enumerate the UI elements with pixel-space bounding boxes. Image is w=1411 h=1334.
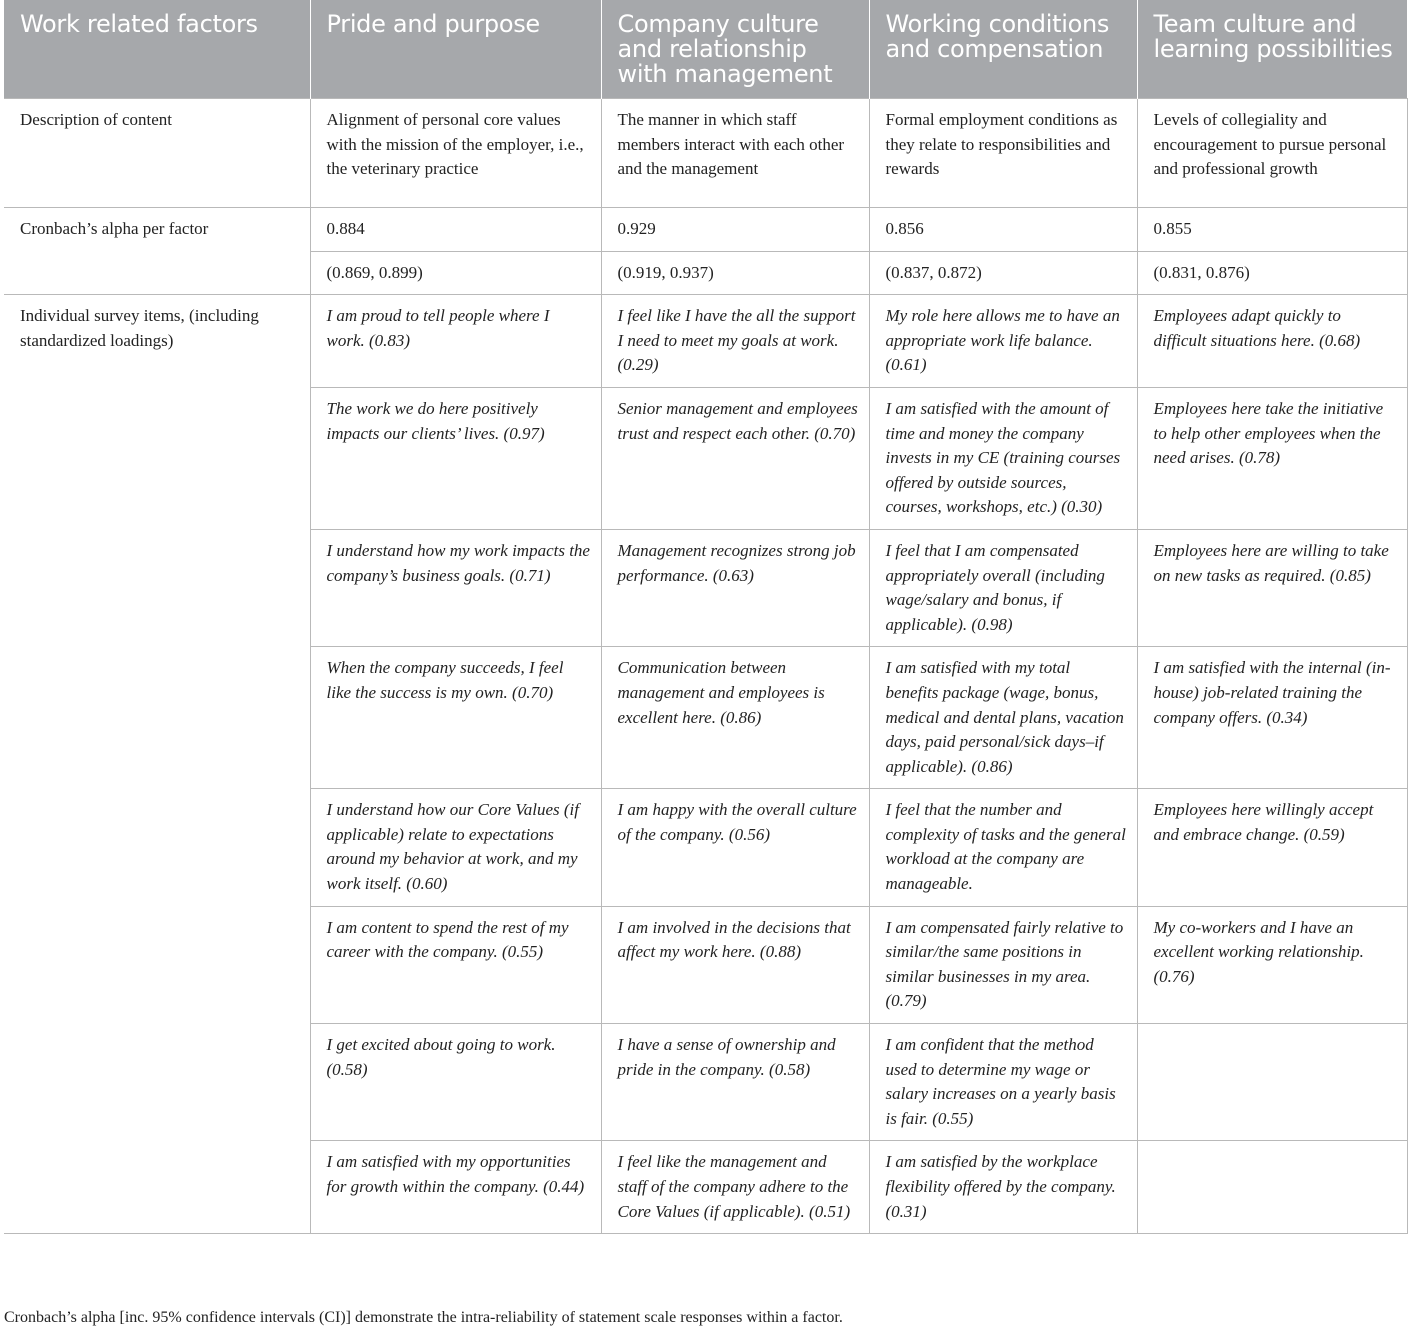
ci-value: (0.919, 0.937) [601, 251, 869, 295]
item-cell: When the company succeeds, I feel like the success is my own. (0.70) [310, 647, 601, 789]
factor-table [4, 0, 1408, 1234]
header-row [4, 0, 1407, 99]
item-cell: Employees adapt quickly to difficult situations here. (0.68) [1137, 295, 1407, 388]
item-cell: I have a sense of ownership and pride in the company. (0.58) [601, 1024, 869, 1141]
item-cell: I get excited about going to work. (0.58) [310, 1024, 601, 1141]
items-label: Individual survey items, (including standardized loadings) [4, 295, 310, 1234]
item-cell: Management recognizes strong job performance. (0.63) [601, 529, 869, 646]
description-row [4, 99, 1407, 208]
ci-value: (0.837, 0.872) [869, 251, 1137, 295]
header-company-culture: Company culture and relationship with management [601, 0, 869, 99]
ci-value: (0.831, 0.876) [1137, 251, 1407, 295]
item-cell: I am compensated fairly relative to similar/the same positions in similar businesses in my area. (0.79) [869, 906, 1137, 1023]
empty-cell [1137, 1024, 1407, 1141]
item-cell: Employees here take the initiative to help other employees when the need arises. (0.78) [1137, 387, 1407, 529]
alpha-value: 0.856 [869, 208, 1137, 252]
description-cell: The manner in which staff members interact with each other and the management [601, 99, 869, 208]
item-cell: My role here allows me to have an appropriate work life balance. (0.61) [869, 295, 1137, 388]
item-cell: I am satisfied with my total benefits package (wage, bonus, medical and dental plans, vacation days, paid personal/sick days–if applicable). (0.86) [869, 647, 1137, 789]
item-cell: Communication between management and employees is excellent here. (0.86) [601, 647, 869, 789]
header-pride-and-purpose: Pride and purpose [310, 0, 601, 99]
description-cell: Levels of collegiality and encouragement to pursue personal and professional growth [1137, 99, 1407, 208]
item-cell: My co-workers and I have an excellent working relationship. (0.76) [1137, 906, 1407, 1023]
header-team-culture: Team culture and learning possibilities [1137, 0, 1407, 99]
item-cell: I am satisfied with the amount of time and money the company invests in my CE (training courses offered by outside sources, courses, workshops, etc.) (0.30) [869, 387, 1137, 529]
alpha-label: Cronbach’s alpha per factor [4, 208, 310, 295]
item-cell: I understand how my work impacts the company’s business goals. (0.71) [310, 529, 601, 646]
item-cell: I am involved in the decisions that affect my work here. (0.88) [601, 906, 869, 1023]
item-cell: Employees here willingly accept and embrace change. (0.59) [1137, 789, 1407, 906]
item-cell: I am satisfied with my opportunities for growth within the company. (0.44) [310, 1141, 601, 1234]
item-cell: I feel that I am compensated appropriately overall (including wage/salary and bonus, if applicable). (0.98) [869, 529, 1137, 646]
item-cell: I am content to spend the rest of my career with the company. (0.55) [310, 906, 601, 1023]
item-cell: I am happy with the overall culture of the company. (0.56) [601, 789, 869, 906]
description-label: Description of content [4, 99, 310, 208]
item-row [4, 295, 1407, 388]
header-working-conditions: Working conditions and compensation [869, 0, 1137, 99]
alpha-value: 0.929 [601, 208, 869, 252]
empty-cell [1137, 1141, 1407, 1234]
item-cell: I am proud to tell people where I work. (0.83) [310, 295, 601, 388]
header-work-related-factors: Work related factors [4, 0, 310, 99]
item-cell: I am satisfied with the internal (in-house) job-related training the company offers. (0.34) [1137, 647, 1407, 789]
item-cell: Employees here are willing to take on new tasks as required. (0.85) [1137, 529, 1407, 646]
item-cell: I am satisfied by the workplace flexibility offered by the company. (0.31) [869, 1141, 1137, 1234]
item-cell: I am confident that the method used to determine my wage or salary increases on a yearly basis is fair. (0.55) [869, 1024, 1137, 1141]
item-cell: The work we do here positively impacts our clients’ lives. (0.97) [310, 387, 601, 529]
alpha-value: 0.884 [310, 208, 601, 252]
table-footnote: Cronbach’s alpha [inc. 95% confidence intervals (CI)] demonstrate the intra-reliability of statement scale responses within a factor. [4, 1309, 843, 1326]
alpha-row [4, 208, 1407, 252]
item-cell: I feel that the number and complexity of tasks and the general workload at the company are manageable. [869, 789, 1137, 906]
item-cell: I feel like the management and staff of the company adhere to the Core Values (if applicable). (0.51) [601, 1141, 869, 1234]
item-cell: I understand how our Core Values (if applicable) relate to expectations around my behavior at work, and my work itself. (0.60) [310, 789, 601, 906]
item-cell: Senior management and employees trust and respect each other. (0.70) [601, 387, 869, 529]
item-cell: I feel like I have the all the support I need to meet my goals at work. (0.29) [601, 295, 869, 388]
description-cell: Formal employment conditions as they relate to responsibilities and rewards [869, 99, 1137, 208]
ci-value: (0.869, 0.899) [310, 251, 601, 295]
description-cell: Alignment of personal core values with the mission of the employer, i.e., the veterinary practice [310, 99, 601, 208]
alpha-value: 0.855 [1137, 208, 1407, 252]
